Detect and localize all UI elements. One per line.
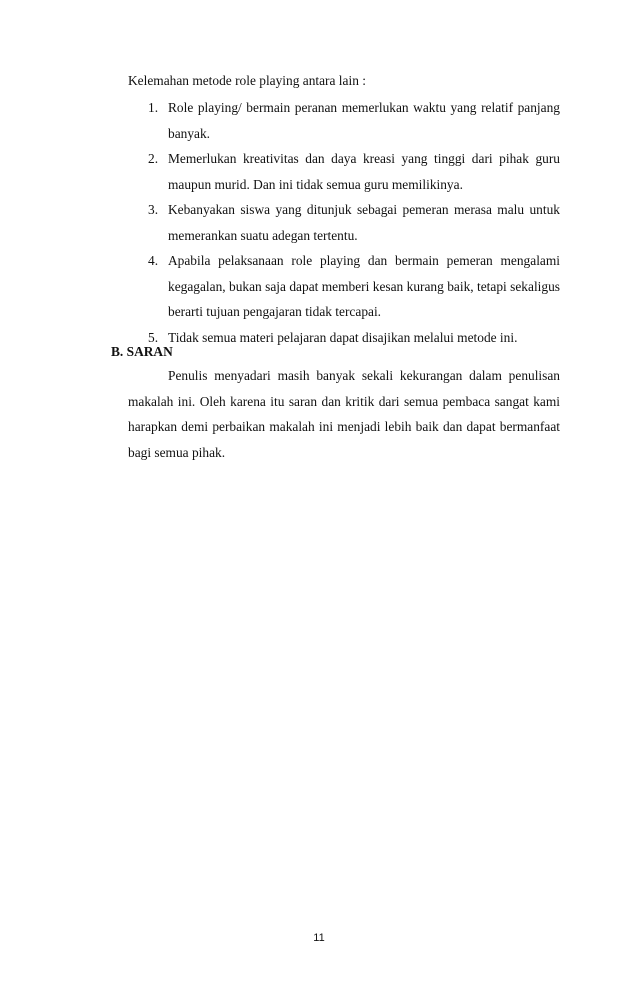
list-item bbox=[148, 325, 560, 351]
list-item-number: 2. bbox=[148, 151, 159, 166]
list-item-number: 5. bbox=[148, 329, 159, 345]
list-item-number: 3. bbox=[148, 202, 159, 217]
list-item-number: 4. bbox=[148, 253, 159, 268]
list-item-text: Apabila pelaksanaan role playing dan bermain pemeran mengalami kegagalan, bukan saja dapat memberi kesan kurang baik, tetapi sekaligus berarti tujuan pengajaran tidak tercapai. bbox=[168, 253, 560, 319]
list-item bbox=[148, 146, 560, 197]
list-item-text: Kebanyakan siswa yang ditunjuk sebagai pemeran merasa malu untuk memerankan suatu adegan tertentu. bbox=[168, 202, 560, 243]
list-item-text: Tidak semua materi pelajaran dapat disajikan melalui metode ini. bbox=[168, 329, 518, 345]
section-heading-saran: B. SARAN bbox=[111, 344, 173, 359]
weaknesses-list bbox=[148, 95, 560, 350]
page-number: 11 bbox=[313, 932, 325, 944]
weaknesses-intro: Kelemahan metode role playing antara lain : bbox=[128, 73, 366, 88]
list-item bbox=[148, 248, 560, 325]
list-item bbox=[148, 95, 560, 146]
saran-paragraph: Penulis menyadari masih banyak sekali kekurangan dalam penulisan makalah ini. Oleh karena itu saran dan kritik dari semua pembaca sangat kami harapkan demi perbaikan makalah ini menjadi lebih baik dan dapat bermanfaat bagi semua pihak. bbox=[128, 368, 560, 460]
list-item-number: 1. bbox=[148, 100, 159, 115]
list-item bbox=[148, 197, 560, 248]
list-item-text: Memerlukan kreativitas dan daya kreasi yang tinggi dari pihak guru maupun murid. Dan ini tidak semua guru memilikinya. bbox=[168, 151, 560, 192]
list-item-text: Role playing/ bermain peranan memerlukan waktu yang relatif panjang banyak. bbox=[168, 100, 560, 141]
